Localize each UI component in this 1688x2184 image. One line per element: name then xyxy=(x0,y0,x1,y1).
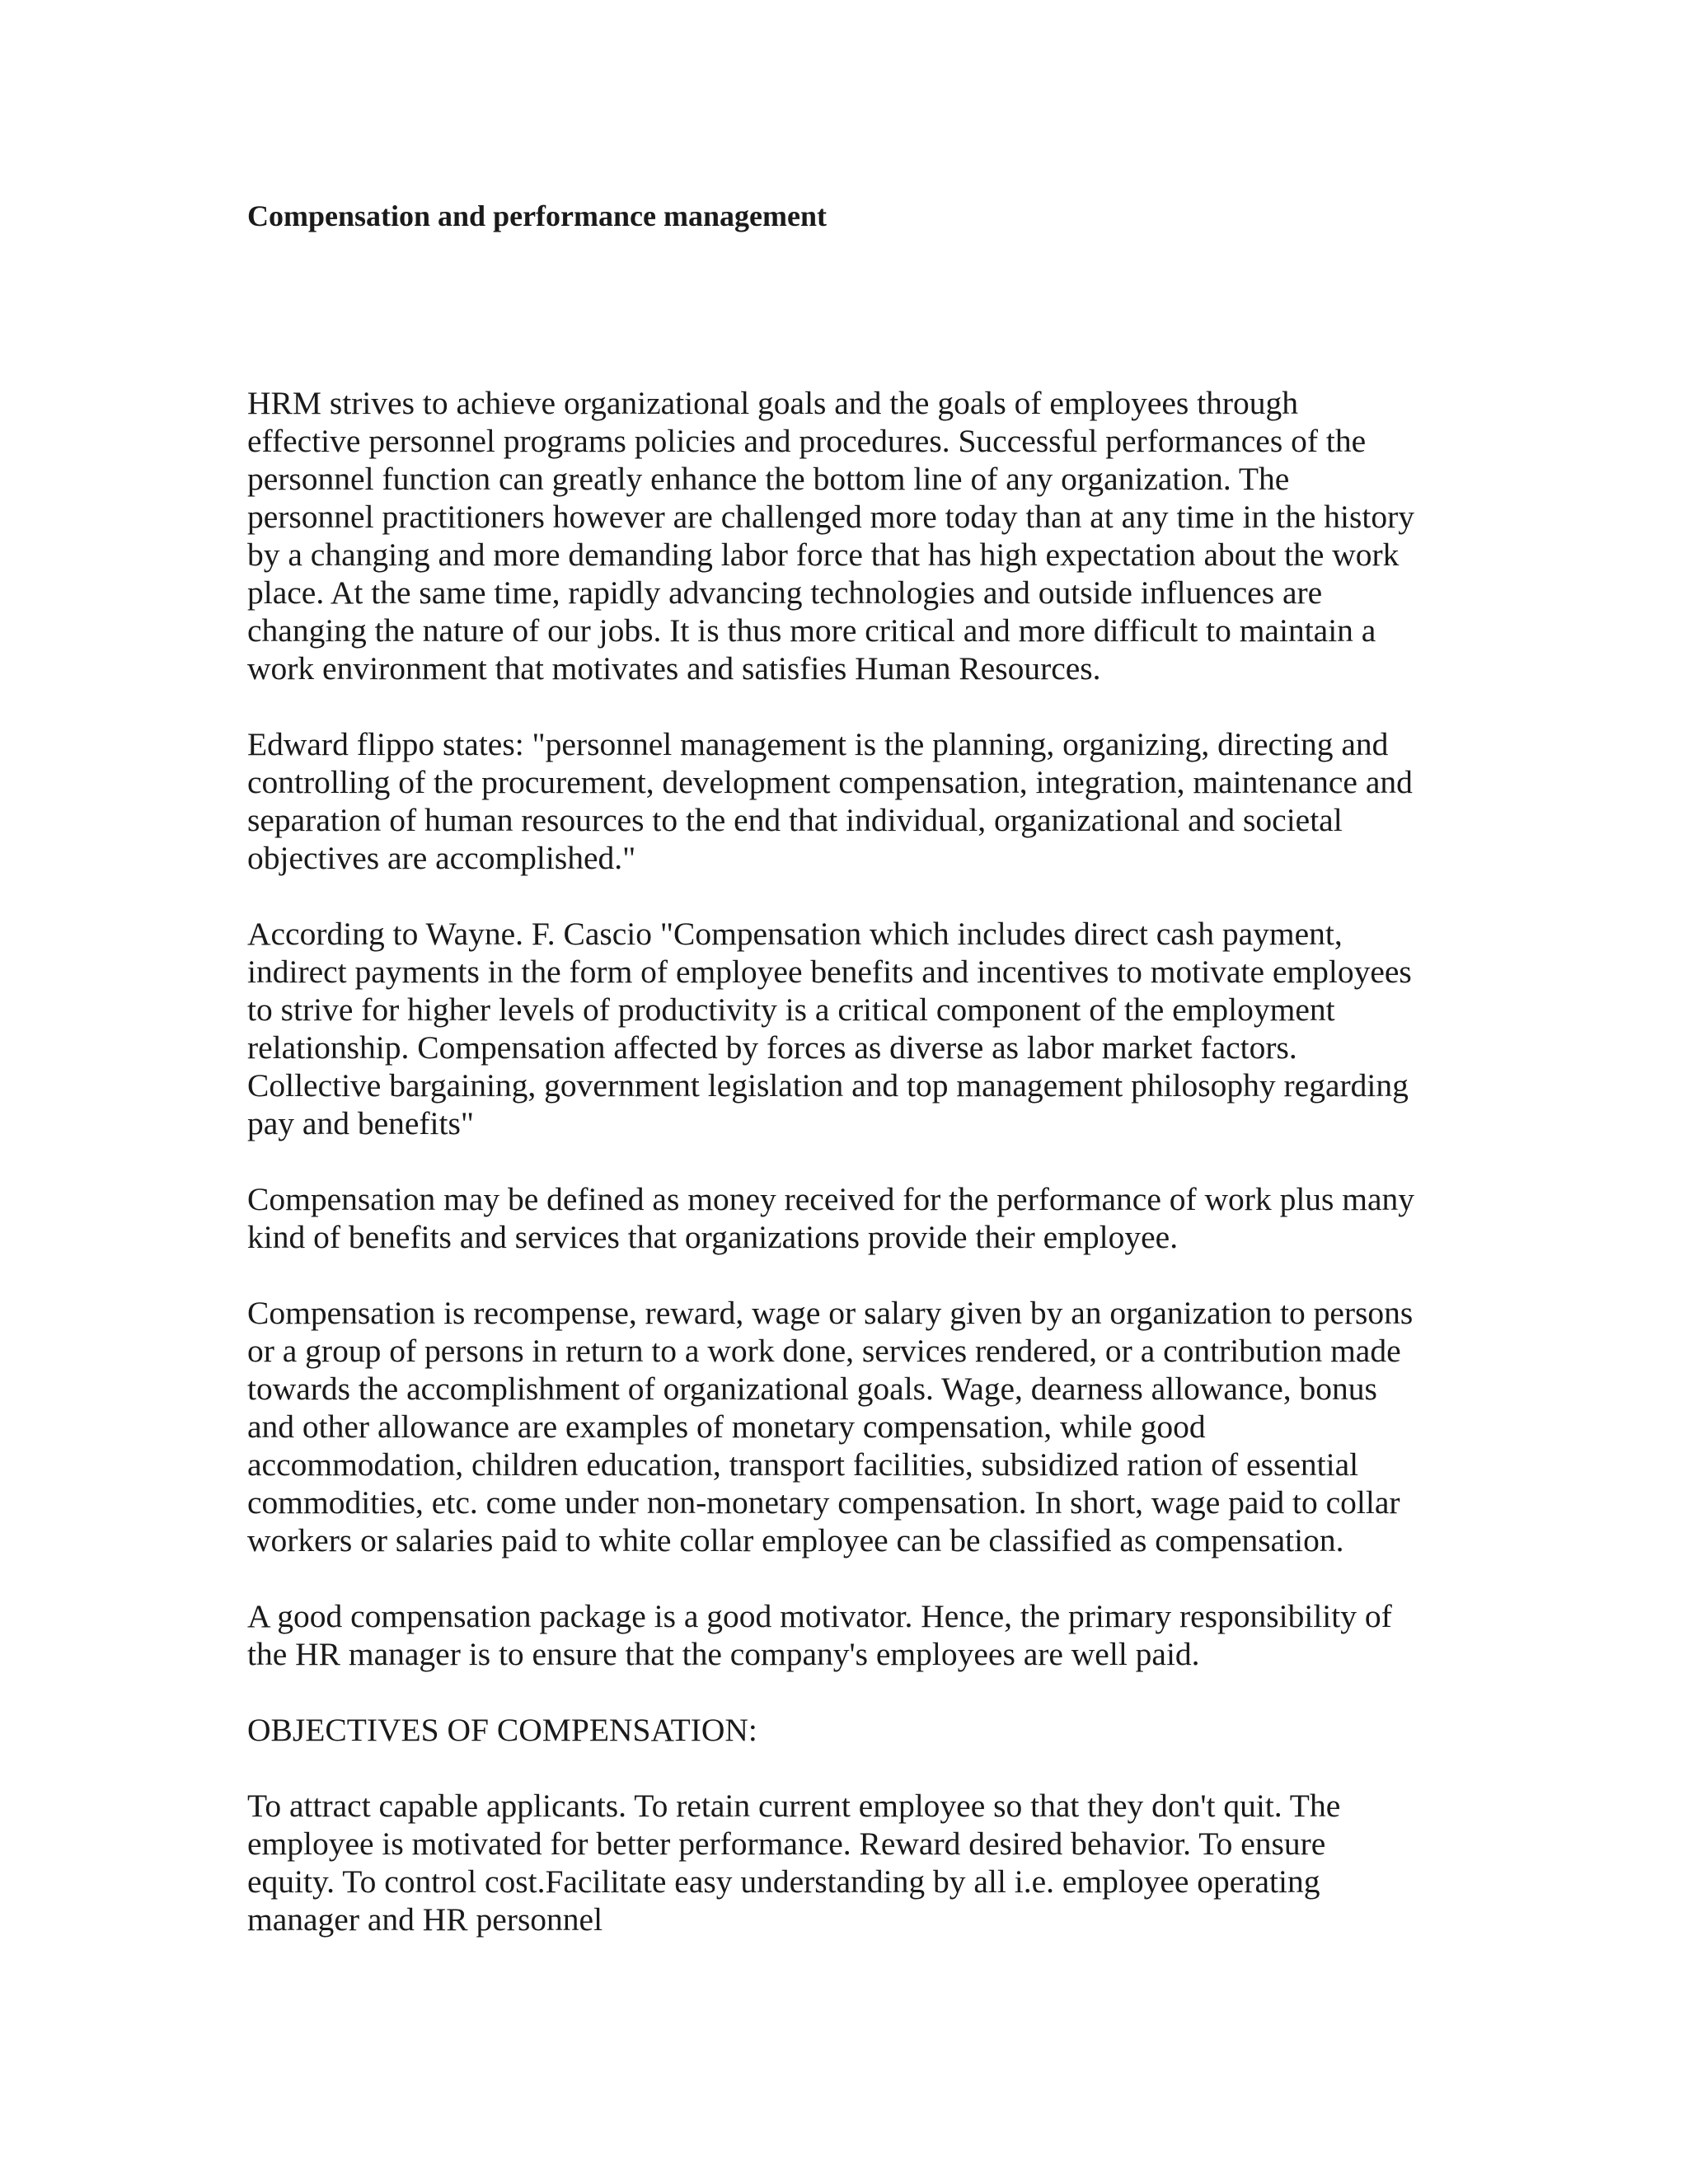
paragraph-flippo-quote xyxy=(247,725,1459,877)
paragraph-cascio-quote xyxy=(247,915,1459,1142)
text-line: personnel function can greatly enhance the bottom line of any organization. The xyxy=(247,461,1290,497)
document-body xyxy=(247,384,1459,1976)
text-line: changing the nature of our jobs. It is thus more critical and more difficult to maintain a xyxy=(247,612,1376,649)
text-line: controlling of the procurement, development compensation, integration, maintenance and xyxy=(247,764,1413,800)
text-line: towards the accomplishment of organizational goals. Wage, dearness allowance, bonus xyxy=(247,1371,1377,1407)
paragraph-hrm-intro xyxy=(247,384,1459,687)
text-line: According to Wayne. F. Cascio "Compensation which includes direct cash payment, xyxy=(247,916,1343,952)
text-line: HRM strives to achieve organizational goals and the goals of employees through xyxy=(247,385,1299,421)
document-title: Compensation and performance management xyxy=(247,199,827,232)
text-line: employee is motivated for better performance. Reward desired behavior. To ensure xyxy=(247,1825,1326,1862)
text-line: by a changing and more demanding labor force that has high expectation about the work xyxy=(247,537,1400,573)
text-line: relationship. Compensation affected by forces as diverse as labor market factors. xyxy=(247,1029,1297,1066)
text-line: manager and HR personnel xyxy=(247,1901,603,1938)
paragraph-good-package xyxy=(247,1597,1459,1673)
text-line: the HR manager is to ensure that the company's employees are well paid. xyxy=(247,1636,1200,1672)
text-line: work environment that motivates and satisfies Human Resources. xyxy=(247,650,1101,687)
text-line: effective personnel programs policies and procedures. Successful performances of the xyxy=(247,423,1367,459)
text-line: and other allowance are examples of monetary compensation, while good xyxy=(247,1408,1206,1445)
text-line: objectives are accomplished." xyxy=(247,840,636,876)
text-line: Edward flippo states: "personnel management is the planning, organizing, directing and xyxy=(247,726,1389,762)
paragraph-compensation-definition xyxy=(247,1180,1459,1256)
text-line: workers or salaries paid to white collar employee can be classified as compensation. xyxy=(247,1522,1344,1558)
text-line: accommodation, children education, transport facilities, subsidized ration of essential xyxy=(247,1446,1359,1483)
text-line: Compensation may be defined as money received for the performance of work plus many xyxy=(247,1181,1415,1217)
text-line: Compensation is recompense, reward, wage or salary given by an organization to persons xyxy=(247,1295,1414,1331)
text-line: place. At the same time, rapidly advancing technologies and outside influences are xyxy=(247,574,1323,611)
section-heading-objectives xyxy=(247,1711,1459,1749)
text-line: To attract capable applicants. To retain current employee so that they don't quit. The xyxy=(247,1788,1341,1824)
text-line: indirect payments in the form of employee benefits and incentives to motivate employees xyxy=(247,954,1412,990)
paragraph-objectives-list xyxy=(247,1787,1459,1938)
text-line: kind of benefits and services that organizations provide their employee. xyxy=(247,1219,1179,1255)
text-line: A good compensation package is a good motivator. Hence, the primary responsibility of xyxy=(247,1598,1392,1634)
text-line: to strive for higher levels of productivity is a critical component of the employment xyxy=(247,991,1335,1028)
text-line: Collective bargaining, government legislation and top management philosophy regarding xyxy=(247,1067,1409,1104)
text-line: personnel practitioners however are challenged more today than at any time in the history xyxy=(247,499,1415,535)
text-line: commodities, etc. come under non-monetary compensation. In short, wage paid to collar xyxy=(247,1484,1400,1521)
text-line: OBJECTIVES OF COMPENSATION: xyxy=(247,1712,757,1748)
text-line: separation of human resources to the end that individual, organizational and societal xyxy=(247,802,1343,838)
text-line: or a group of persons in return to a work done, services rendered, or a contribution made xyxy=(247,1333,1401,1369)
paragraph-compensation-recompense xyxy=(247,1294,1459,1559)
text-line: pay and benefits" xyxy=(247,1105,474,1141)
text-line: equity. To control cost.Facilitate easy understanding by all i.e. employee operating xyxy=(247,1863,1320,1900)
